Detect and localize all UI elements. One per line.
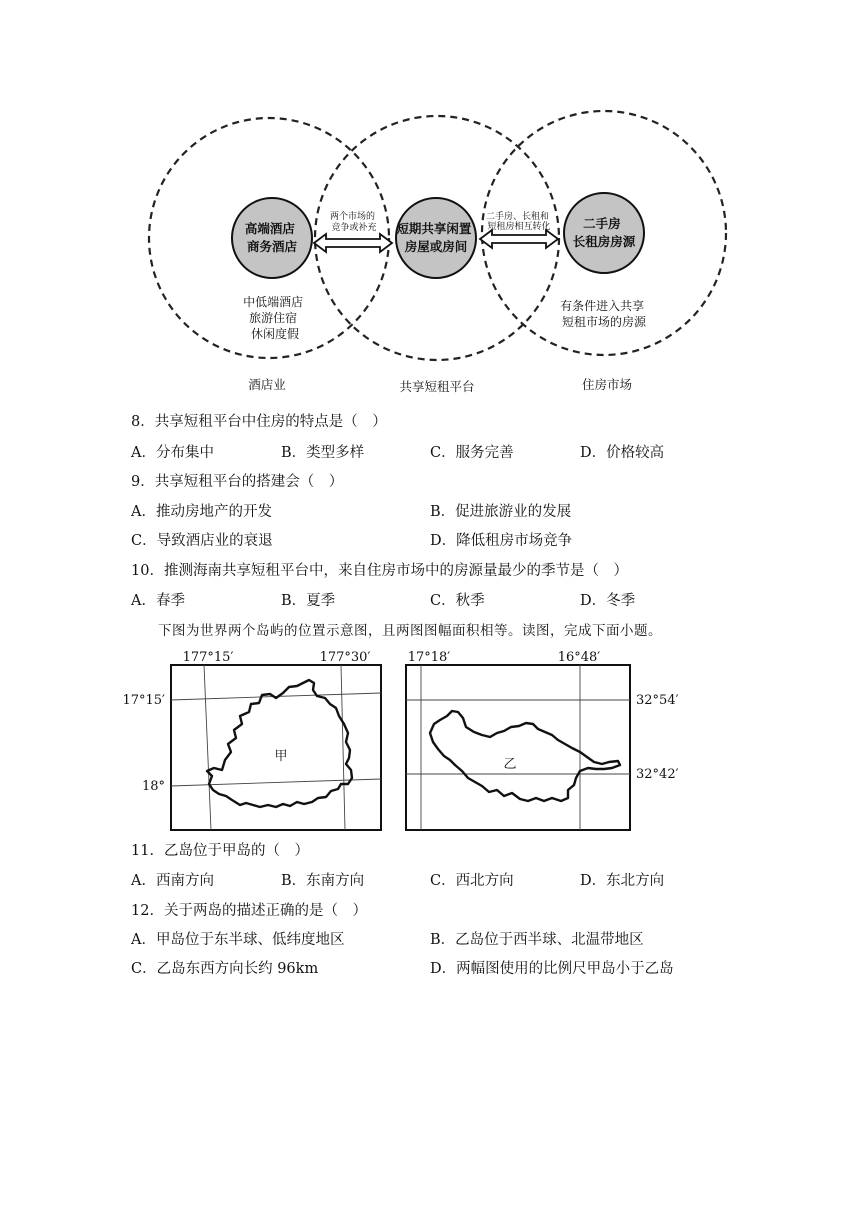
platform-caption: 共享短租平台 [399,379,475,394]
q12-option-d: D．两幅图使用的比例尺甲岛小于乙岛 [430,961,674,977]
q11-option-b: B．东南方向 [281,873,365,889]
maps-intro: 下图为世界两个岛屿的位置示意图，且两图图幅面积相等。读图，完成下面小题。 [158,623,662,639]
q10-option-a: A．春季 [131,593,185,609]
arrow-left-line2: 竞争或补充 [331,223,377,233]
q12-option-a: A．甲岛位于东半球、低纬度地区 [131,932,345,948]
map-right-top-label-1: 17°18′ [407,650,451,665]
arrow-left-line1: 两个市场的 [330,212,376,222]
q12-option-b: B．乙岛位于西半球、北温带地区 [430,932,644,948]
q12-option-c: C．乙岛东西方向长约 96km [131,961,319,977]
platform-core-line2: 房屋或房间 [404,239,468,254]
hotel-sub-label [243,294,307,341]
arrow-left-label [330,210,378,233]
arrow-right [480,230,558,248]
q9-option-c: C．导致酒店业的衰退 [131,533,273,549]
map-left [122,650,381,830]
q11-option-a: A．西南方向 [131,873,214,889]
q11-option-c: C．西北方向 [430,873,514,889]
housing-sub-line2: 短租市场的房源 [561,315,647,329]
housing-sub-line1: 有条件进入共享 [560,299,645,313]
map-right-frame [406,665,630,830]
question-12-stem: 12．关于两岛的描述正确的是（ ） [131,903,367,919]
hotel-core-line2: 商务酒店 [246,239,298,254]
map-right [406,650,679,830]
map-right-side-label-1: 32°54′ [636,693,679,708]
island-maps [0,640,860,840]
arrow-left [314,234,392,252]
q8-option-a: A．分布集中 [131,445,214,461]
map-left-side-label-2: 18° [141,779,165,794]
housing-caption: 住房市场 [581,377,633,392]
map-left-side-label-1: 17°15′ [122,693,165,708]
housing-core-line2: 长租房房源 [572,234,636,249]
question-9-stem: 9．共享短租平台的搭建会（ ） [131,474,344,490]
question-11-stem: 11．乙岛位于甲岛的（ ） [131,843,309,859]
hotel-sub-line2: 旅游住宿 [249,311,298,325]
arrow-right-label [486,210,552,232]
map-left-top-label-1: 177°15′ [182,650,234,665]
q9-option-d: D．降低租房市场竞争 [430,533,573,549]
island-jia-label: 甲 [274,749,288,764]
hotel-core-line1: 高端酒店 [244,221,295,236]
arrow-right-line1: 二手房、长租和 [486,212,550,222]
q11-option-d: D．东北方向 [580,873,665,889]
q8-option-d: D．价格较高 [580,445,665,461]
q10-option-b: B．夏季 [281,593,336,609]
housing-sub-label [560,298,648,329]
map-right-top-label-2: 16°48′ [557,650,601,665]
map-left-top-label-2: 177°30′ [319,650,371,665]
q10-option-d: D．冬季 [580,593,636,609]
platform-core [396,198,476,278]
q10-option-c: C．秋季 [430,593,485,609]
platform-core-line1: 短期共享闲置 [396,221,472,236]
q8-option-b: B．类型多样 [281,445,365,461]
q9-option-a: A．推动房地产的开发 [131,504,272,520]
q9-option-b: B．促进旅游业的发展 [430,504,572,520]
housing-core [564,193,644,273]
question-8-stem: 8．共享短租平台中住房的特点是（ ） [131,414,387,430]
hotel-sub-line1: 中低端酒店 [243,295,304,309]
housing-core-line1: 二手房 [583,216,621,231]
hotel-sub-line3: 休闲度假 [250,327,300,341]
hotel-caption: 酒店业 [248,377,286,392]
question-10-stem: 10．推测海南共享短租平台中，来自住房市场中的房源量最少的季节是（ ） [131,563,628,579]
market-diagram [0,0,860,410]
q8-option-c: C．服务完善 [430,445,514,461]
map-right-side-label-2: 32°42′ [636,767,679,782]
hotel-core [232,198,312,278]
island-yi-label: 乙 [503,757,517,772]
arrow-right-line2: 短租房相互转化 [487,222,551,232]
